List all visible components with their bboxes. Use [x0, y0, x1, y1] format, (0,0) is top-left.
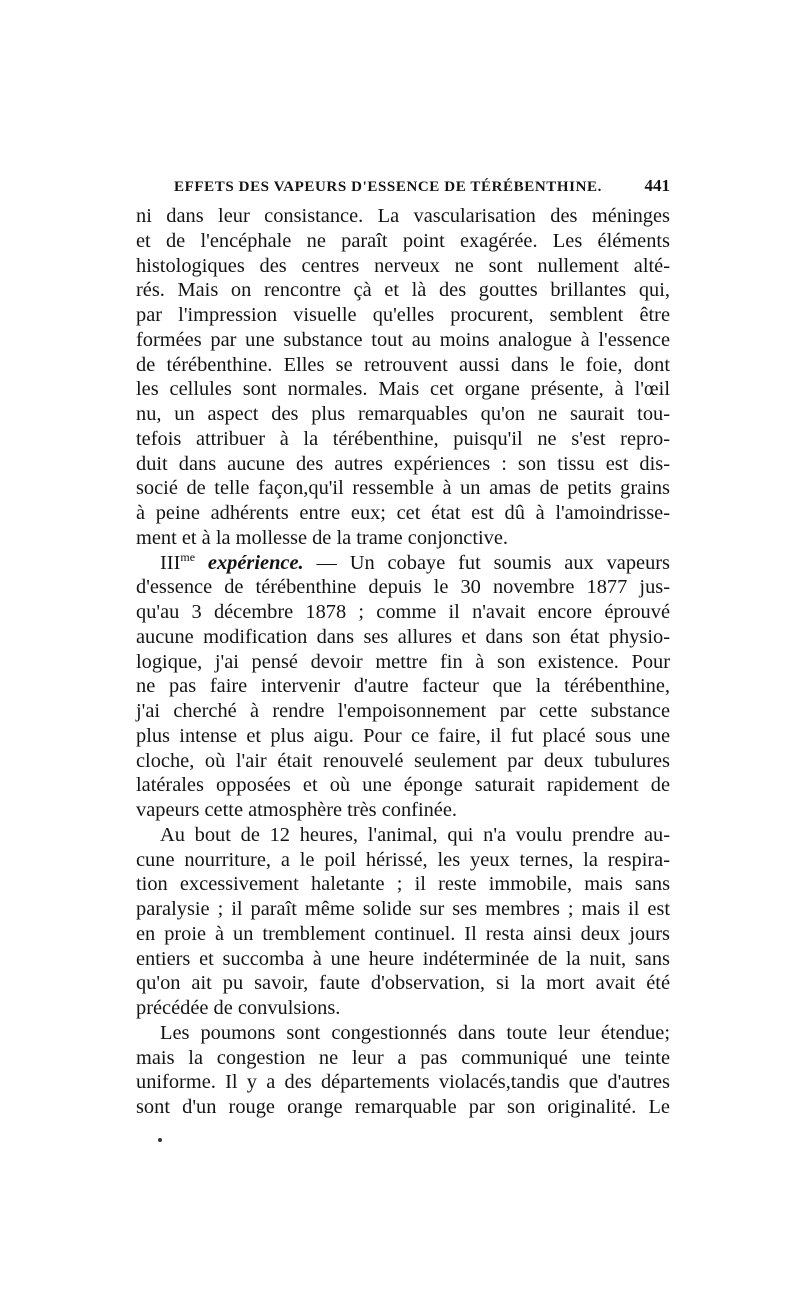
experience-number-suffix: me — [180, 549, 196, 564]
text-line: paralysie ; il paraît même solide sur ses membres ; mais il est — [136, 898, 670, 920]
running-head — [174, 176, 670, 204]
body-text — [136, 204, 670, 1120]
text-line: et de l'encéphale ne paraît point exagérée. Les éléments — [136, 229, 670, 252]
text-line: uniforme. Il y a des départements violacés,tandis que d'autres — [136, 1071, 670, 1094]
page-number: 441 — [644, 176, 670, 195]
text-line: vapeurs cette atmosphère très confinée. — [136, 799, 458, 821]
text-line: duit dans aucune des autres expériences : son tissu est dis- — [136, 452, 670, 475]
text-line: latérales opposées et où une éponge saturait rapidement de — [136, 774, 670, 797]
text-line: socié de telle façon,qu'il ressemble à un amas de petits grains — [136, 477, 670, 500]
experience-number: III — [160, 551, 181, 574]
text-line: mais la congestion ne leur a pas communiqué une teinte — [136, 1046, 670, 1069]
text-line: histologiques des centres nerveux ne sont nullement alté- — [136, 254, 670, 277]
text-line: nu, un aspect des plus remarquables qu'on ne saurait tou- — [136, 403, 670, 425]
text-line: qu'au 3 décembre 1878 ; comme il n'avait encore éprouvé — [136, 601, 670, 623]
experience-heading-line — [136, 551, 670, 576]
text-line: ne pas faire intervenir d'autre facteur que la térébenthine, — [136, 675, 670, 698]
text-line: rés. Mais on rencontre çà et là des gouttes brillantes qui, — [136, 279, 670, 302]
text-line: en proie à un tremblement continuel. Il resta ainsi deux jours — [136, 922, 670, 945]
text-line: j'ai cherché à rendre l'empoisonnement par cette substance — [136, 700, 670, 722]
paragraph-2 — [136, 551, 670, 823]
text-line: qu'on ait pu savoir, faute d'observation, si la mort avait été — [136, 972, 670, 995]
paragraph-3 — [136, 823, 670, 1021]
text-line: de térébenthine. Elles se retrouvent aussi dans le foie, dont — [136, 353, 670, 376]
text-line: tefois attribuer à la térébenthine, puisqu'il ne s'est repro- — [136, 427, 670, 450]
text-line: cloche, où l'air était renouvelé seulement par deux tubulures — [136, 749, 670, 772]
experience-label: expérience. — [207, 551, 304, 574]
text-line: sont d'un rouge orange remarquable par son originalité. Le — [136, 1096, 670, 1118]
paragraph-1 — [136, 204, 670, 551]
text-line: formées par une substance tout au moins analogue à l'essence — [136, 328, 670, 351]
text-line: à peine adhérents entre eux; cet état est dû à l'amoindrisse- — [136, 502, 670, 524]
text-line: entiers et succomba à une heure indéterminée de la nuit, sans — [136, 947, 670, 970]
experience-first-line: — Un cobaye fut soumis aux vapeurs — [303, 551, 670, 574]
paragraph-4 — [136, 1021, 670, 1120]
text-line: précédée de convulsions. — [136, 997, 341, 1019]
text-line: logique, j'ai pensé devoir mettre fin à son existence. Pour — [136, 650, 670, 673]
print-speck — [158, 1138, 162, 1142]
text-line: Au bout de 12 heures, l'animal, qui n'a voulu prendre au- — [160, 823, 670, 846]
text-line: Les poumons sont congestionnés dans toute leur étendue; — [160, 1021, 670, 1044]
text-line: aucune modification dans ses allures et dans son état physio- — [136, 625, 670, 648]
text-line: les cellules sont normales. Mais cet organe présente, à l'œil — [136, 378, 670, 401]
text-line: cune nourriture, a le poil hérissé, les yeux ternes, la respira- — [136, 848, 670, 871]
text-line: par l'impression visuelle qu'elles procurent, semblent être — [136, 304, 670, 326]
text-line: ni dans leur consistance. La vascularisation des méninges — [136, 205, 670, 227]
text-line: d'essence de térébenthine depuis le 30 novembre 1877 jus- — [136, 576, 670, 599]
text-line: plus intense et plus aigu. Pour ce faire, il fut placé sous une — [136, 724, 670, 747]
book-page — [136, 176, 670, 1120]
running-title: EFFETS DES VAPEURS D'ESSENCE DE TÉRÉBENTHINE. — [174, 179, 602, 195]
text-line: ment et à la mollesse de la trame conjonctive. — [136, 526, 508, 549]
text-line: tion excessivement haletante ; il reste immobile, mais sans — [136, 873, 670, 896]
